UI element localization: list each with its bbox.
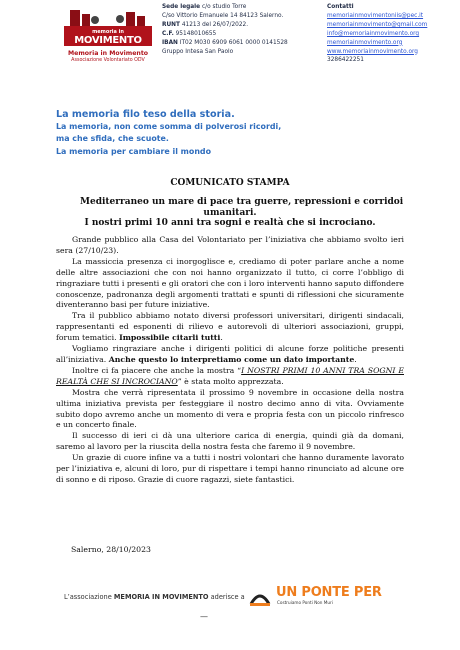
- exhibition-title: I NOSTRI PRIMI 10 ANNI TRA SOGNI E REALTÀ CHE SI INCROCIANO: [56, 365, 404, 386]
- contact-link-gmail[interactable]: memoriainmovimento@gmail.com: [327, 21, 428, 28]
- emphasis-impossible: Impossibile citarli tutti: [119, 333, 221, 343]
- logo-banner-big: MOVIMENTO: [74, 35, 142, 46]
- subtitle-line-1: Mediterraneo un mare di pace tra guerre, repressioni e corridoi: [80, 197, 404, 207]
- motto-line-4: La memoria per cambiare il mondo: [56, 146, 212, 156]
- contact-phone: 3286422251: [327, 57, 364, 64]
- legal-line-iban: IBAN IT02 M030 6909 6061 0000 0141528: [162, 39, 288, 46]
- contact-link-info[interactable]: info@memoriainmovimento.org: [327, 30, 420, 37]
- legal-line-address: C/so Vittorio Emanuele 14 84123 Salerno.: [162, 12, 284, 19]
- partner-tagline: Costruiamo Ponti Non Muri: [277, 600, 333, 605]
- footer-membership-text: L’associazione MEMORIA IN MOVIMENTO aderisce a: [64, 593, 245, 601]
- contact-link-site[interactable]: memoriainmovimento.org: [327, 39, 403, 46]
- logo-subtitle: Associazione Volontariato ODV: [71, 58, 145, 63]
- paragraph-2: La massiccia presenza ci inorgoglisce e, crediamo di poter parlare anche a nome delle altre associazioni che con noi hanno organizzato il tutto, ci corre l’obbligo di ringraziare tutti i presenti e gli oratori che con i loro interventi hanno saputo diffondere conoscenze, padronanza degli argomenti trattati e spunti di riflessioni che sicuramente diventeranno basi per future iniziative.: [56, 256, 404, 310]
- motto-line-3: ma che sfida, che scuote.: [56, 134, 169, 144]
- paragraph-6: Mostra che verrà ripresentata il prossimo 9 novembre in occasione della nostra ultima iniziativa prevista per festeggiare il nostro decimo anno di vita. Ovviamente subito dopo avremo anche un momento di vera e propria festa con un piccolo rinfresco e un concerto finale.: [56, 387, 404, 430]
- contacts: [327, 3, 455, 65]
- motto-line-2: La memoria, non come somma di polverosi ricordi,: [56, 122, 282, 131]
- paragraph-8: Un grazie di cuore infine va a tutti i nostri volontari che hanno duramente lavorato per l’iniziativa e, alcuni di loro, pur di rispettare i tempi hanno rinunciato ad alcune ore di sonno e di riposo. Grazie di cuore ragazzi, siete fantastici.: [56, 453, 404, 484]
- press-release-subtitle: [80, 197, 404, 229]
- contact-link-www[interactable]: www.memoriainmovimento.org: [327, 48, 418, 55]
- legal-line-bank: Gruppo Intesa San Paolo: [162, 48, 234, 55]
- emphasis-important: Anche questo lo interpretiamo come un dato importante: [108, 354, 355, 364]
- logo-emblem: [60, 6, 156, 50]
- legal-info: [162, 3, 332, 56]
- motto: [56, 108, 356, 158]
- contact-link-pec[interactable]: memoriainmovimentoniis@pec.it: [327, 12, 424, 19]
- subtitle-line-2: umanitari.: [203, 207, 257, 218]
- paragraph-7: Il successo di ieri ci dà una ulteriore carica di energia, quindi già da domani, saremo al lavoro per la riuscita della nostra festa che faremo il 9 novembre.: [56, 431, 404, 452]
- paragraph-5: Inoltre ci fa piacere che anche la mostra “I NOSTRI PRIMI 10 ANNI TRA SOGNI E REALTÀ CHE SI INCROCIANO” è stata molto apprezzata.: [56, 365, 404, 386]
- page-mark: —: [200, 612, 208, 621]
- bridge-icon: [248, 586, 272, 608]
- logo: [60, 6, 156, 72]
- legal-line-runt: RUNT 41213 del 26/07/2022.: [162, 21, 249, 28]
- partner-name: UN PONTE PER: [276, 585, 382, 600]
- legal-line-seat: Sede legale c/o studio Torre: [162, 4, 247, 10]
- subtitle-line-3: I nostri primi 10 anni tra sogni e realtà che si incrociano.: [84, 218, 376, 228]
- signature-date: Salerno, 28/10/2023: [71, 545, 151, 554]
- logo-name: Memoria in Movimento: [67, 50, 149, 57]
- paragraph-4: Vogliamo ringraziare anche i dirigenti politici di alcune forze politiche presenti all’iniziativa. Anche questo lo interpretiamo come un dato importante.: [56, 344, 404, 364]
- paragraph-3: Tra il pubblico abbiamo notato diversi professori universitari, dirigenti sindacali, rappresentanti ed esponenti di rilievo e autorevoli di ulteriori associazioni, gruppi, forum tematici. Impossibile citarli tutti.: [56, 311, 404, 343]
- paragraph-1: Grande pubblico alla Casa del Volontariato per l’iniziativa che abbiamo svolto ieri sera (27/10/23).: [56, 235, 404, 255]
- press-release-body: [56, 235, 404, 486]
- contacts-title: Contatti: [327, 4, 354, 10]
- motto-line-1: La memoria filo teso della storia.: [56, 109, 235, 120]
- logo-banner-small: memoria in: [92, 29, 124, 35]
- legal-line-cf: C.F. 95148010655: [162, 30, 217, 37]
- press-release-title: COMUNICATO STAMPA: [170, 178, 290, 188]
